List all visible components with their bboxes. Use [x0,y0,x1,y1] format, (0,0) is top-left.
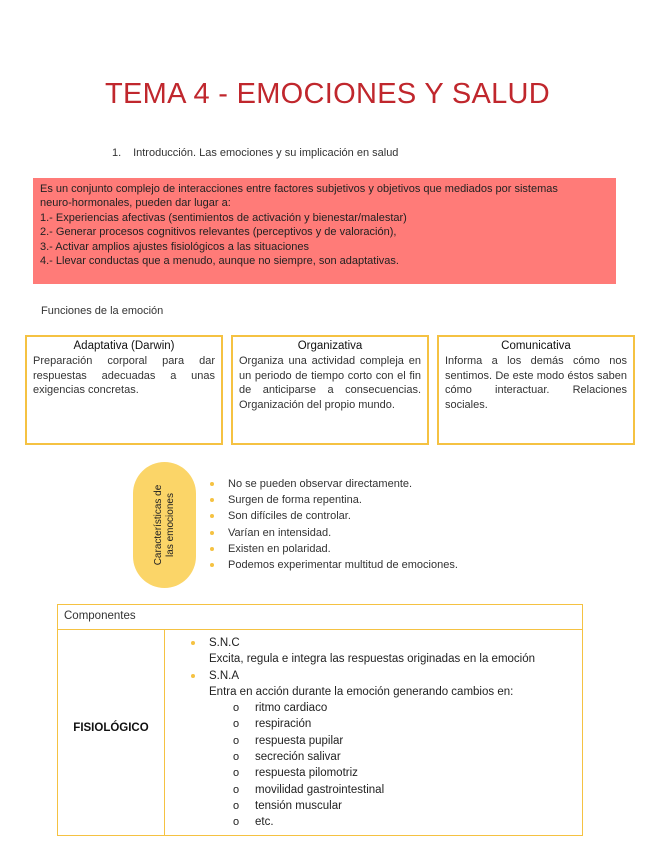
list-item [210,492,458,508]
function-card-body: Preparación corporal para dar respuestas adecuadas a unas exigencias concretas. [33,355,215,396]
list-item [187,733,582,749]
definition-line: neuro-hormonales, pueden dar lugar a: [40,197,231,210]
characteristics-label-pill [133,462,196,588]
page-title: TEMA 4 - EMOCIONES Y SALUD [104,78,551,110]
list-item [187,749,582,765]
function-card-title: Organizativa [297,340,363,352]
sna-change: respuesta pupilar [255,734,344,747]
list-item [187,782,582,798]
sub-bullet-icon: o [233,702,240,715]
characteristics-label-line: Características de [152,484,164,566]
list-item [210,557,458,573]
intro-heading [112,147,398,159]
bullet-icon [210,514,214,518]
list-item [210,541,458,557]
sna-change: movilidad gastrointestinal [255,783,385,796]
sub-bullet-icon: o [233,751,240,764]
function-card-title: Comunicativa [501,340,571,352]
bullet-icon [210,531,214,535]
bullet-icon [191,674,195,678]
list-item [187,798,582,814]
sub-bullet-icon: o [233,816,240,829]
sna-change: respuesta pilomotriz [255,767,358,780]
sna-title: S.N.A [209,669,240,682]
intro-text: Introducción. Las emociones y su implicación en salud [133,147,399,159]
sna-change: secreción salivar [255,751,341,764]
snc-title: S.N.C [209,637,240,649]
characteristics-label [153,465,177,585]
list-item [187,716,582,732]
definition-line: 3.- Activar amplios ajustes fisiológicos a las situaciones [40,240,310,253]
sub-bullet-icon: o [233,767,240,780]
row-label: FISIOLÓGICO [73,722,149,734]
intro-number: 1. [112,147,122,159]
definition-line: 1.- Experiencias afectivas (sentimientos de activación y bienestar/malestar) [40,211,407,224]
functions-title: Funciones de la emoción [41,305,164,317]
list-item [210,508,458,524]
list-item [187,700,582,716]
sub-bullet-icon: o [233,718,240,731]
sna-item [187,668,582,684]
sna-change: tensión muscular [255,799,342,812]
function-card-adaptativa [25,335,223,445]
function-card-comunicativa [437,335,635,445]
definition-line: Es un conjunto complejo de interacciones entre factores subjetivos y objetivos que mediados por sistemas [40,183,558,195]
bullet-icon [191,641,195,645]
snc-description: Excita, regula e integra las respuestas originadas en la emoción [209,653,536,666]
list-item [187,814,582,830]
characteristic-text: Son difíciles de controlar. [228,510,351,523]
sna-description: Entra en acción durante la emoción generando cambios en: [209,685,514,698]
characteristics-label-line: las emociones [164,493,176,557]
sna-change: etc. [255,816,274,829]
row-content-cell [165,630,582,835]
row-label-cell [58,630,165,835]
characteristics-list [210,476,458,573]
list-item [187,765,582,781]
bullet-icon [210,563,214,567]
characteristic-text: No se pueden observar directamente. [228,478,413,490]
characteristic-text: Podemos experimentar multitud de emociones. [228,559,458,572]
definition-line: 2.- Generar procesos cognitivos relevantes (perceptivos y de valoración), [40,226,397,239]
sub-bullet-icon: o [233,734,240,747]
characteristic-text: Surgen de forma repentina. [228,494,362,507]
sub-bullet-icon: o [233,783,240,796]
snc-item [187,635,582,651]
sna-change: respiración [255,718,312,731]
function-card-title: Adaptativa (Darwin) [73,340,175,352]
sna-change: ritmo cardiaco [255,702,328,715]
function-card-body: Informa a los demás cómo nos sentimos. De este modo éstos saben cómo interactuar. Relaciones sociales. [445,355,627,411]
characteristic-text: Varían en intensidad. [228,526,332,539]
components-header: Componentes [58,605,582,630]
bullet-icon [210,482,214,486]
bullet-icon [210,547,214,551]
list-item [210,525,458,541]
function-card-body: Organiza una actividad compleja en un periodo de tiempo corto con el fin de anticiparse a consecuencias. Organización del propio mundo. [239,355,421,411]
bullet-icon [210,498,214,502]
definition-box [33,178,616,284]
definition-line: 4.- Llevar conductas que a menudo, aunque no siempre, son adaptativas. [40,255,399,268]
characteristic-text: Existen en polaridad. [228,542,331,555]
sub-bullet-icon: o [233,799,240,812]
list-item [210,476,458,492]
function-card-organizativa [231,335,429,445]
table-row [58,630,582,835]
components-table [57,604,583,836]
